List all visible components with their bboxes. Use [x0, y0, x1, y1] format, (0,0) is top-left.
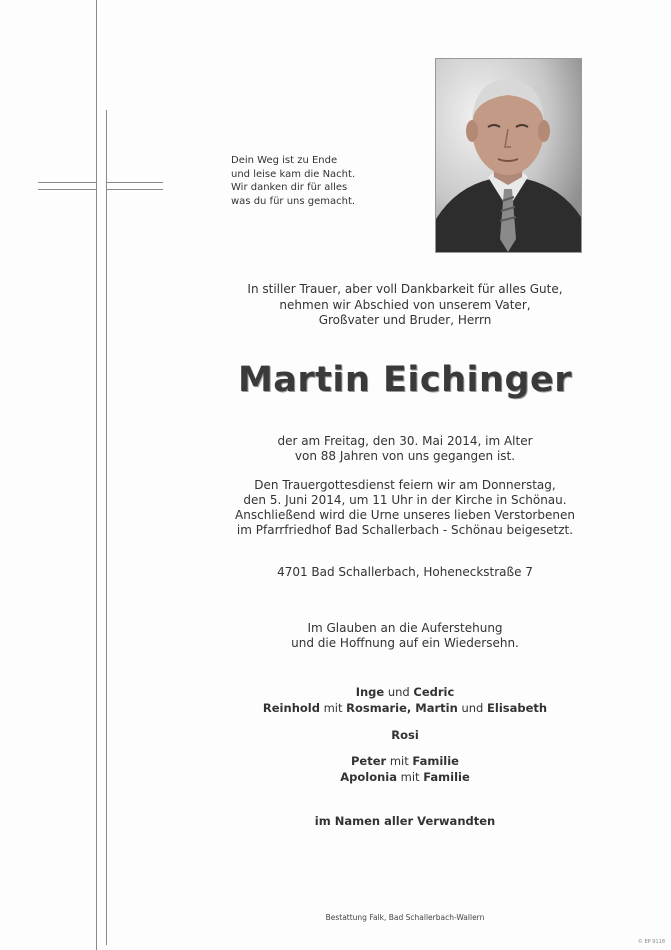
service-line: Anschließend wird die Urne unseres lieben Verstorbenen: [235, 508, 575, 522]
family-member: Familie: [412, 754, 459, 768]
service-info: [210, 478, 600, 538]
family-connector: und: [384, 685, 414, 699]
family-line: [210, 769, 600, 785]
family-line: [210, 700, 600, 716]
faith-line: Im Glauben an die Auferstehung: [307, 621, 503, 635]
intro-line: nehmen wir Abschied von unserem Vater,: [279, 297, 531, 312]
deceased-name: Martin Eichinger: [237, 360, 573, 400]
family-member: Apolonia: [340, 770, 397, 784]
family-member: Familie: [423, 770, 470, 784]
family-group-2: [210, 727, 600, 743]
address: 4701 Bad Schallerbach, Hoheneckstraße 7: [277, 565, 533, 579]
cross-horizontal-line: [38, 182, 96, 183]
family-line: [210, 753, 600, 769]
family-connector: mit: [396, 770, 424, 784]
death-line: der am Freitag, den 30. Mai 2014, im Alter: [277, 434, 533, 448]
funeral-home: Bestattung Falk, Bad Schallerbach-Wallern: [325, 913, 485, 922]
service-line: im Pfarrfriedhof Bad Schallerbach - Schönau beigesetzt.: [236, 523, 574, 537]
family-connector: mit: [319, 701, 347, 715]
family-member: Peter: [351, 754, 387, 768]
faith-line: und die Hoffnung auf ein Wiedersehn.: [291, 636, 519, 650]
family-group-1: [210, 684, 600, 716]
print-stamp: © EP 9118: [637, 939, 665, 945]
family-group-3: [210, 753, 600, 785]
service-line: Den Trauergottesdienst feiern wir am Donnerstag,: [254, 478, 556, 492]
service-line: den 5. Juni 2014, um 11 Uhr in der Kirche in Schönau.: [243, 493, 567, 507]
portrait-illustration: [436, 59, 581, 252]
family-member: Inge: [355, 685, 385, 699]
family-member: Elisabeth: [487, 701, 548, 715]
family-connector: und: [457, 701, 488, 715]
death-line: von 88 Jahren von uns gegangen ist.: [294, 449, 516, 463]
family-member: Cedric: [413, 685, 455, 699]
intro-text: [210, 282, 600, 329]
family-line: [210, 684, 600, 700]
family-member: Reinhold: [262, 701, 320, 715]
cross-horizontal-line: [106, 182, 163, 183]
poem-line: Wir danken dir für alles: [231, 182, 348, 193]
intro-line: Großvater und Bruder, Herrn: [318, 313, 492, 327]
family-member: Rosmarie, Martin: [346, 701, 458, 715]
cross-vertical-line: [106, 110, 107, 945]
relatives-text: im Namen aller Verwandten: [314, 814, 496, 828]
poem-line: Dein Weg ist zu Ende: [231, 155, 338, 166]
cross-horizontal-line: [38, 189, 96, 190]
intro-line: In stiller Trauer, aber voll Dankbarkeit für alles Gute,: [247, 282, 563, 296]
family-line: [210, 727, 600, 743]
family-connector: mit: [386, 754, 413, 768]
cross-horizontal-line: [106, 189, 163, 190]
poem-line: was du für uns gemacht.: [231, 195, 356, 207]
cross-vertical-line: [96, 0, 97, 950]
poem: [231, 154, 355, 208]
portrait-photo: [435, 58, 582, 253]
faith-text: [210, 621, 600, 651]
poem-line: und leise kam die Nacht.: [231, 168, 356, 180]
family-member: Rosi: [391, 728, 419, 742]
relatives-line: [210, 813, 600, 829]
death-info: [210, 434, 600, 464]
